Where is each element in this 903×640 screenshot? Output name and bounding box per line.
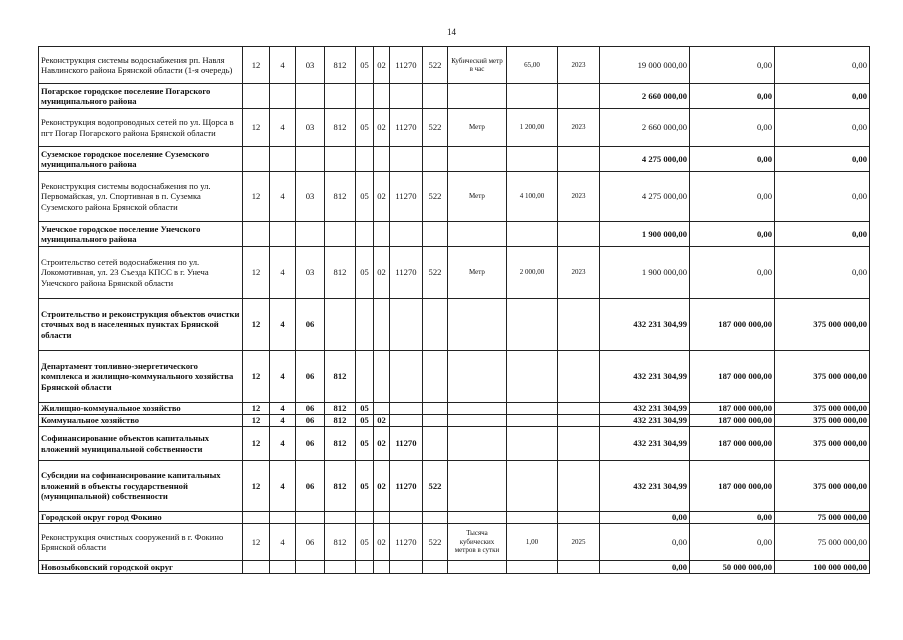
- cell-code-8: [423, 427, 448, 461]
- cell-code-6: 02: [374, 109, 390, 147]
- cell-quantity: [507, 415, 558, 427]
- cell-amount-2: 187 000 000,00: [690, 461, 775, 512]
- cell-amount-3: 375 000 000,00: [775, 427, 870, 461]
- cell-code-7: [390, 351, 423, 403]
- cell-amount-1: 4 275 000,00: [600, 172, 690, 222]
- cell-amount-2: 0,00: [690, 47, 775, 84]
- cell-code-3: 03: [296, 247, 325, 299]
- cell-code-1: 12: [243, 415, 270, 427]
- cell-code-7: [390, 299, 423, 351]
- cell-code-2: 4: [270, 109, 296, 147]
- cell-code-2: [270, 222, 296, 247]
- cell-year: [558, 415, 600, 427]
- cell-amount-1: 432 231 304,99: [600, 415, 690, 427]
- table-row: [39, 415, 870, 427]
- cell-code-6: 02: [374, 524, 390, 561]
- cell-code-7: 11270: [390, 247, 423, 299]
- cell-code-7: 11270: [390, 109, 423, 147]
- cell-year: 2025: [558, 524, 600, 561]
- cell-unit: [448, 415, 507, 427]
- cell-unit: [448, 351, 507, 403]
- cell-code-7: 11270: [390, 524, 423, 561]
- cell-quantity: 1 200,00: [507, 109, 558, 147]
- table-row: [39, 351, 870, 403]
- cell-code-5: 05: [356, 415, 374, 427]
- cell-amount-3: 100 000 000,00: [775, 561, 870, 574]
- cell-code-7: [390, 147, 423, 172]
- cell-amount-2: 187 000 000,00: [690, 299, 775, 351]
- cell-code-3: 06: [296, 461, 325, 512]
- cell-amount-2: 0,00: [690, 84, 775, 109]
- cell-code-4: 812: [325, 415, 356, 427]
- cell-code-3: 06: [296, 524, 325, 561]
- cell-amount-1: 19 000 000,00: [600, 47, 690, 84]
- cell-code-8: [423, 403, 448, 415]
- cell-code-6: 02: [374, 427, 390, 461]
- cell-code-6: [374, 561, 390, 574]
- cell-quantity: [507, 84, 558, 109]
- cell-name: Новозыбковский городской округ: [39, 561, 243, 574]
- cell-amount-1: 4 275 000,00: [600, 147, 690, 172]
- cell-code-4: [325, 561, 356, 574]
- table-row: [39, 461, 870, 512]
- cell-code-1: [243, 222, 270, 247]
- cell-code-1: 12: [243, 524, 270, 561]
- cell-unit: [448, 427, 507, 461]
- cell-code-7: [390, 415, 423, 427]
- cell-year: 2023: [558, 172, 600, 222]
- cell-name: Реконструкция системы водоснабжения по ул. Первомайская, ул. Спортивная в п. Суземка Суземского района Брянской области: [39, 172, 243, 222]
- cell-code-1: 12: [243, 47, 270, 84]
- cell-amount-2: 0,00: [690, 172, 775, 222]
- cell-code-7: 11270: [390, 172, 423, 222]
- cell-code-7: [390, 222, 423, 247]
- cell-unit: Кубический метр в час: [448, 47, 507, 84]
- cell-amount-1: 432 231 304,99: [600, 461, 690, 512]
- cell-code-6: 02: [374, 172, 390, 222]
- cell-name: Погарское городское поселение Погарского муниципального района: [39, 84, 243, 109]
- cell-code-3: [296, 512, 325, 524]
- cell-name: Строительство сетей водоснабжения по ул. Локомотивная, ул. 23 Съезда КПСС в г. Унеча Унечского района Брянской области: [39, 247, 243, 299]
- cell-amount-2: 187 000 000,00: [690, 415, 775, 427]
- page-number: 14: [447, 27, 456, 37]
- cell-quantity: [507, 461, 558, 512]
- cell-code-4: [325, 84, 356, 109]
- cell-year: [558, 403, 600, 415]
- cell-quantity: 65,00: [507, 47, 558, 84]
- cell-code-5: 05: [356, 461, 374, 512]
- table-row: [39, 561, 870, 574]
- cell-unit: [448, 84, 507, 109]
- cell-code-6: [374, 403, 390, 415]
- cell-unit: [448, 461, 507, 512]
- cell-code-3: [296, 84, 325, 109]
- cell-unit: [448, 222, 507, 247]
- cell-year: [558, 147, 600, 172]
- cell-name: Коммунальное хозяйство: [39, 415, 243, 427]
- cell-code-2: 4: [270, 461, 296, 512]
- cell-code-7: [390, 84, 423, 109]
- cell-unit: [448, 147, 507, 172]
- cell-name: Реконструкция водопроводных сетей по ул. Щорса в пгт Погар Погарского района Брянской области: [39, 109, 243, 147]
- cell-code-3: 03: [296, 172, 325, 222]
- cell-code-5: [356, 561, 374, 574]
- cell-code-1: 12: [243, 403, 270, 415]
- cell-year: 2023: [558, 109, 600, 147]
- cell-code-8: 522: [423, 461, 448, 512]
- cell-code-4: 812: [325, 109, 356, 147]
- cell-code-5: 05: [356, 427, 374, 461]
- cell-code-3: 06: [296, 427, 325, 461]
- cell-code-8: [423, 222, 448, 247]
- cell-unit: [448, 299, 507, 351]
- cell-code-5: 05: [356, 247, 374, 299]
- cell-name: Департамент топливно-энергетического комплекса и жилищно-коммунального хозяйства Брянской области: [39, 351, 243, 403]
- table-row: [39, 222, 870, 247]
- cell-code-5: [356, 84, 374, 109]
- cell-code-7: 11270: [390, 427, 423, 461]
- cell-code-8: [423, 561, 448, 574]
- cell-amount-3: 0,00: [775, 247, 870, 299]
- cell-code-8: 522: [423, 172, 448, 222]
- cell-unit: [448, 561, 507, 574]
- cell-code-4: 812: [325, 427, 356, 461]
- cell-code-2: 4: [270, 415, 296, 427]
- cell-amount-2: 187 000 000,00: [690, 403, 775, 415]
- cell-code-3: 03: [296, 47, 325, 84]
- cell-code-2: 4: [270, 172, 296, 222]
- cell-amount-3: 75 000 000,00: [775, 524, 870, 561]
- cell-code-1: 12: [243, 109, 270, 147]
- cell-code-8: 522: [423, 109, 448, 147]
- cell-code-2: [270, 84, 296, 109]
- cell-amount-2: 0,00: [690, 222, 775, 247]
- cell-code-8: [423, 512, 448, 524]
- cell-year: [558, 351, 600, 403]
- cell-code-1: 12: [243, 247, 270, 299]
- cell-quantity: 1,00: [507, 524, 558, 561]
- cell-amount-3: 0,00: [775, 147, 870, 172]
- cell-year: [558, 512, 600, 524]
- cell-unit: [448, 403, 507, 415]
- cell-amount-3: 375 000 000,00: [775, 403, 870, 415]
- cell-code-1: [243, 84, 270, 109]
- cell-year: 2023: [558, 47, 600, 84]
- cell-name: Строительство и реконструкция объектов очистки сточных вод в населенных пунктах Брянской области: [39, 299, 243, 351]
- cell-code-1: 12: [243, 172, 270, 222]
- cell-year: [558, 561, 600, 574]
- cell-amount-2: 0,00: [690, 109, 775, 147]
- cell-name: Унечское городское поселение Унечского муниципального района: [39, 222, 243, 247]
- cell-code-3: 06: [296, 403, 325, 415]
- cell-amount-1: 2 660 000,00: [600, 109, 690, 147]
- cell-name: Жилищно-коммунальное хозяйство: [39, 403, 243, 415]
- cell-amount-1: 2 660 000,00: [600, 84, 690, 109]
- cell-name: Городской округ город Фокино: [39, 512, 243, 524]
- cell-quantity: 2 000,00: [507, 247, 558, 299]
- cell-amount-2: 50 000 000,00: [690, 561, 775, 574]
- cell-quantity: [507, 403, 558, 415]
- cell-code-3: [296, 222, 325, 247]
- cell-code-2: 4: [270, 47, 296, 84]
- cell-code-3: 03: [296, 109, 325, 147]
- cell-quantity: [507, 351, 558, 403]
- cell-amount-2: 187 000 000,00: [690, 351, 775, 403]
- cell-code-2: 4: [270, 403, 296, 415]
- cell-unit: Тысяча кубических метров в сутки: [448, 524, 507, 561]
- cell-code-5: 05: [356, 172, 374, 222]
- cell-code-6: [374, 351, 390, 403]
- cell-amount-2: 0,00: [690, 247, 775, 299]
- table-row: [39, 299, 870, 351]
- cell-unit: [448, 512, 507, 524]
- cell-amount-3: 375 000 000,00: [775, 299, 870, 351]
- cell-amount-3: 375 000 000,00: [775, 351, 870, 403]
- cell-code-6: 02: [374, 247, 390, 299]
- cell-quantity: [507, 427, 558, 461]
- cell-code-5: 05: [356, 109, 374, 147]
- cell-amount-2: 0,00: [690, 524, 775, 561]
- cell-amount-1: 0,00: [600, 512, 690, 524]
- table-row: [39, 147, 870, 172]
- cell-code-8: 522: [423, 247, 448, 299]
- cell-code-6: [374, 299, 390, 351]
- cell-code-3: [296, 561, 325, 574]
- cell-code-1: [243, 561, 270, 574]
- cell-amount-3: 0,00: [775, 222, 870, 247]
- cell-quantity: [507, 299, 558, 351]
- cell-code-6: 02: [374, 47, 390, 84]
- cell-code-5: [356, 512, 374, 524]
- cell-code-7: 11270: [390, 47, 423, 84]
- cell-code-3: 06: [296, 351, 325, 403]
- cell-code-7: [390, 512, 423, 524]
- cell-amount-3: 0,00: [775, 47, 870, 84]
- cell-amount-3: 75 000 000,00: [775, 512, 870, 524]
- cell-code-8: [423, 299, 448, 351]
- cell-code-1: [243, 512, 270, 524]
- cell-amount-3: 0,00: [775, 172, 870, 222]
- table-row: [39, 403, 870, 415]
- cell-code-8: 522: [423, 524, 448, 561]
- cell-code-8: [423, 415, 448, 427]
- cell-quantity: 4 100,00: [507, 172, 558, 222]
- cell-code-2: [270, 147, 296, 172]
- cell-code-3: 06: [296, 299, 325, 351]
- cell-amount-1: 432 231 304,99: [600, 403, 690, 415]
- cell-code-7: 11270: [390, 461, 423, 512]
- cell-code-4: 812: [325, 403, 356, 415]
- cell-code-8: [423, 351, 448, 403]
- cell-code-5: [356, 299, 374, 351]
- cell-amount-1: 1 900 000,00: [600, 222, 690, 247]
- table-row: [39, 109, 870, 147]
- cell-code-8: [423, 147, 448, 172]
- cell-code-4: 812: [325, 47, 356, 84]
- cell-code-5: 05: [356, 403, 374, 415]
- cell-year: [558, 84, 600, 109]
- cell-amount-1: 1 900 000,00: [600, 247, 690, 299]
- cell-year: [558, 299, 600, 351]
- table-row: [39, 247, 870, 299]
- cell-code-4: 812: [325, 524, 356, 561]
- cell-code-5: [356, 222, 374, 247]
- cell-code-4: [325, 512, 356, 524]
- cell-quantity: [507, 222, 558, 247]
- cell-amount-1: 432 231 304,99: [600, 427, 690, 461]
- table-row: [39, 427, 870, 461]
- cell-name: Реконструкция очистных сооружений в г. Фокино Брянской области: [39, 524, 243, 561]
- cell-amount-3: 375 000 000,00: [775, 461, 870, 512]
- cell-code-4: 812: [325, 461, 356, 512]
- cell-amount-3: 0,00: [775, 109, 870, 147]
- cell-amount-1: 432 231 304,99: [600, 351, 690, 403]
- cell-name: Суземское городское поселение Суземского муниципального района: [39, 147, 243, 172]
- cell-code-8: [423, 84, 448, 109]
- cell-amount-1: 0,00: [600, 524, 690, 561]
- cell-code-2: 4: [270, 524, 296, 561]
- cell-code-4: 812: [325, 247, 356, 299]
- cell-unit: Метр: [448, 109, 507, 147]
- cell-code-6: 02: [374, 415, 390, 427]
- cell-amount-2: 187 000 000,00: [690, 427, 775, 461]
- cell-code-2: 4: [270, 299, 296, 351]
- cell-quantity: [507, 561, 558, 574]
- cell-code-1: 12: [243, 351, 270, 403]
- cell-code-5: [356, 147, 374, 172]
- cell-code-8: 522: [423, 47, 448, 84]
- cell-code-1: [243, 147, 270, 172]
- cell-code-5: [356, 351, 374, 403]
- cell-code-3: 06: [296, 415, 325, 427]
- cell-code-6: [374, 222, 390, 247]
- cell-amount-3: 0,00: [775, 84, 870, 109]
- cell-code-7: [390, 561, 423, 574]
- cell-code-4: [325, 222, 356, 247]
- cell-code-6: [374, 84, 390, 109]
- cell-code-7: [390, 403, 423, 415]
- table-row: [39, 524, 870, 561]
- table-row: [39, 84, 870, 109]
- cell-code-2: 4: [270, 427, 296, 461]
- cell-amount-1: 0,00: [600, 561, 690, 574]
- cell-code-2: [270, 561, 296, 574]
- cell-amount-2: 0,00: [690, 512, 775, 524]
- cell-code-4: [325, 147, 356, 172]
- cell-code-4: [325, 299, 356, 351]
- cell-amount-3: 375 000 000,00: [775, 415, 870, 427]
- cell-code-3: [296, 147, 325, 172]
- cell-code-6: [374, 512, 390, 524]
- cell-year: 2023: [558, 247, 600, 299]
- cell-amount-1: 432 231 304,99: [600, 299, 690, 351]
- cell-year: [558, 461, 600, 512]
- table-row: [39, 512, 870, 524]
- cell-code-6: 02: [374, 461, 390, 512]
- budget-table: [38, 46, 870, 574]
- cell-amount-2: 0,00: [690, 147, 775, 172]
- cell-code-1: 12: [243, 299, 270, 351]
- cell-code-4: 812: [325, 172, 356, 222]
- cell-code-1: 12: [243, 461, 270, 512]
- cell-code-4: 812: [325, 351, 356, 403]
- table-row: [39, 172, 870, 222]
- cell-code-1: 12: [243, 427, 270, 461]
- cell-year: [558, 222, 600, 247]
- cell-quantity: [507, 512, 558, 524]
- cell-code-5: 05: [356, 524, 374, 561]
- cell-code-2: [270, 512, 296, 524]
- cell-code-5: 05: [356, 47, 374, 84]
- cell-code-2: 4: [270, 351, 296, 403]
- cell-year: [558, 427, 600, 461]
- cell-name: Софинансирование объектов капитальных вложений муниципальной собственности: [39, 427, 243, 461]
- cell-code-2: 4: [270, 247, 296, 299]
- table-row: [39, 47, 870, 84]
- cell-unit: Метр: [448, 247, 507, 299]
- cell-name: Субсидии на софинансирование капитальных вложений в объекты государственной (муниципальной) собственности: [39, 461, 243, 512]
- cell-code-6: [374, 147, 390, 172]
- cell-name: Реконструкция системы водоснабжения рп. Навля Навлинского района Брянской области (1-я очередь): [39, 47, 243, 84]
- cell-quantity: [507, 147, 558, 172]
- cell-unit: Метр: [448, 172, 507, 222]
